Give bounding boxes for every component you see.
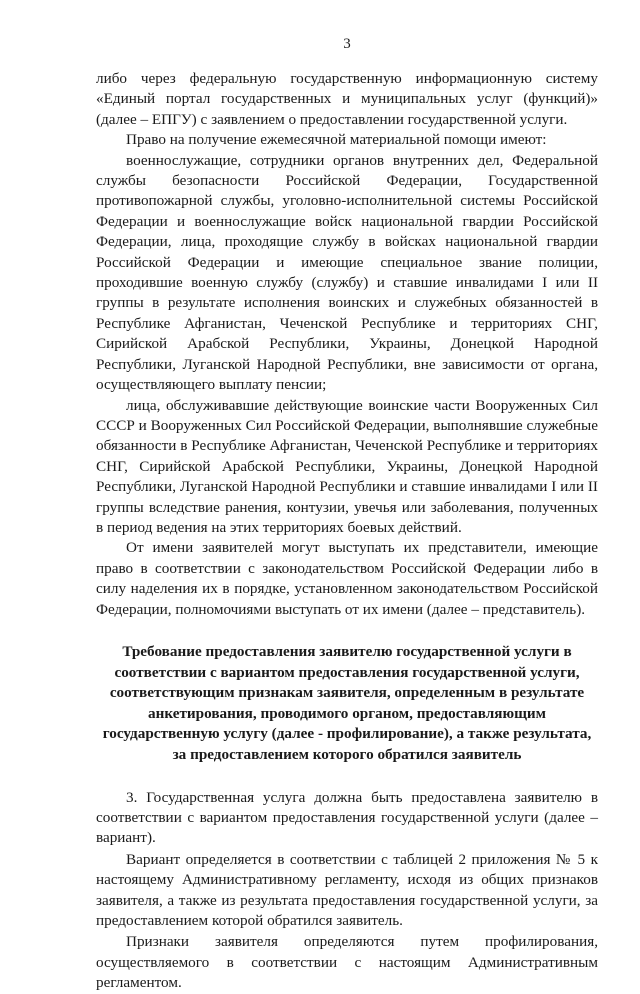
paragraph-support-personnel: лица, обслуживавшие действующие воинские части Вооруженных Сил СССР и Вооруженных Сил Российской Федерации, выполнявшие служебные обязанности в Республике Афганистан, Чеченской Республике и территориях СНГ, Сирийской Арабской Республики, Украины, Донецкой Народной Республики, Луганской Народной Республики и ставшие инвалидами I или II группы вследствие ранения, контузии, увечья или заболевания, полученных в период ведения на этих территориях боевых действий. [96,396,598,536]
page-number: 3 [343,36,351,52]
paragraph-epgu: либо через федеральную государственную информационную систему «Единый портал государственных и муниципальных услуг (функций)» (далее – ЕПГУ) с заявлением о предоставлении государственной услуги. [96,70,598,128]
paragraph-item-3: 3. Государственная услуга должна быть предоставлена заявителю в соответствии с вариантом предоставления государственной услуги (далее – вариант). [96,788,598,847]
section-heading: Требование предоставления заявителю государственной услуги в соответствии с вариантом предоставления государственной услуги, соответствующим признакам заявителя, определенным в результате анкетирования, проводимого органом, предоставляющим государственную услугу (далее - профилирование), а также результата, за предоставлением которого обратился заявитель [102,642,592,763]
paragraph-servicemen: военнослужащие, сотрудники органов внутренних дел, Федеральной службы безопасности Российской Федерации, Государственной противопожарной службы, уголовно-исполнительной системы Российской Федерации и военнослужащие войск национальной гвардии Российской Федерации, лица, проходящие службу в войсках национальной гвардии Российской Федерации и имеющие специальное звание полиции, проходившие военную службу (службу) и ставшие инвалидами I или II группы в результате исполнения воинских и служебных обязанностей в Республике Афганистан, Чеченской Республике и территориях СНГ, Сирийской Арабской Республики, Украины, Донецкой Народной Республики, Луганской Народной Республики, вне зависимости от органа, осуществляющего выплату пенсии; [96,151,598,394]
paragraph-right-to-aid: Право на получение ежемесячной материальной помощи имеют: [126,131,547,149]
paragraph-representatives: От имени заявителей могут выступать их представители, имеющие право в соответствии с законодательством Российской Федерации либо в силу наделения их в порядке, установленном законодательством Российской Федерации, полномочиями выступать от их имени (далее – представитель). [96,539,598,618]
paragraph-variant: Вариант определяется в соответствии с таблицей 2 приложения № 5 к настоящему Административному регламенту, исходя из общих признаков заявителя, а также из результата предоставления государственной услуги, за предоставлением которой обратился заявитель. [96,850,598,929]
paragraph-applicant-criteria: Признаки заявителя определяются путем профилирования, осуществляемого в соответствии с настоящим Административным регламентом. [96,933,598,992]
